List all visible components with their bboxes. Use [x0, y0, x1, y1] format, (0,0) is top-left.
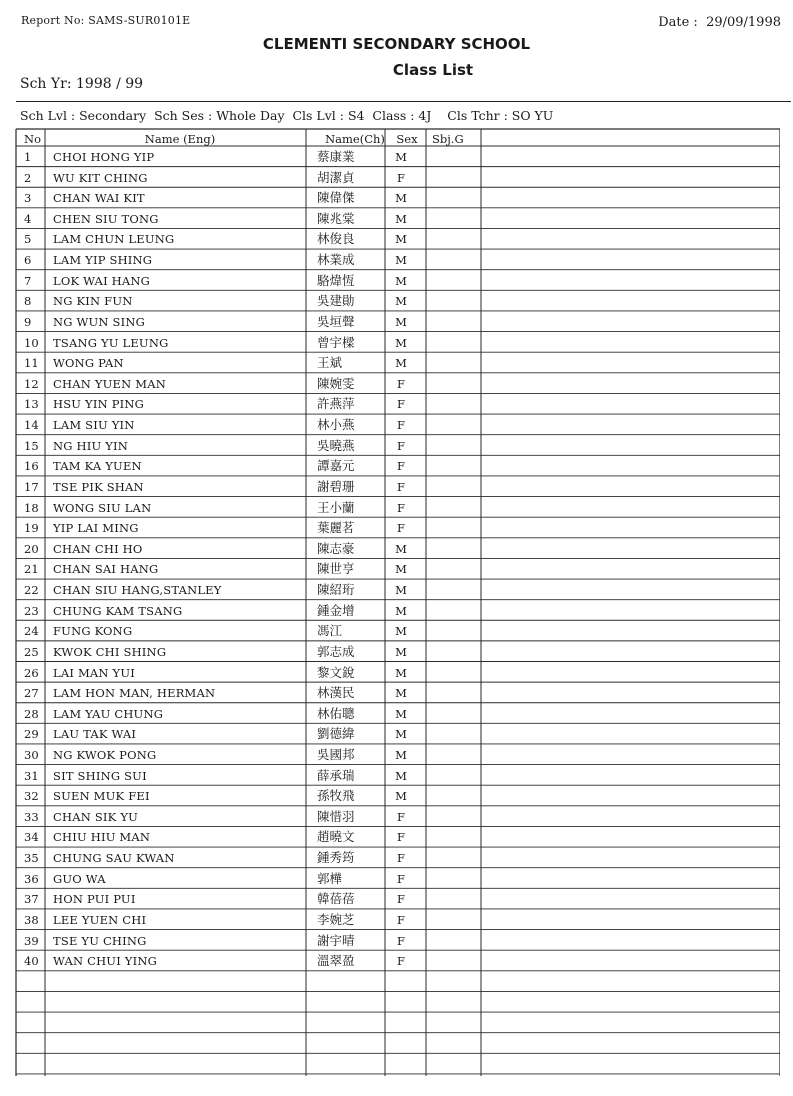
row-number: 31 [24, 768, 39, 783]
student-name-ch: 吳國邦 [317, 746, 355, 762]
student-sex: M [395, 211, 407, 226]
student-name-ch: 葉麗茗 [317, 520, 355, 536]
student-sex: M [395, 789, 407, 804]
student-sex: F [397, 892, 405, 907]
student-name-ch: 吳建勛 [317, 293, 355, 309]
student-sex: M [395, 191, 407, 206]
row-number: 5 [24, 232, 32, 247]
student-name-eng: TAM KA YUEN [53, 459, 142, 474]
student-name-ch: 謝碧珊 [317, 478, 355, 494]
student-name-eng: KWOK CHI SHING [53, 644, 167, 659]
class-list-table [15, 128, 780, 1078]
student-name-eng: CHAN SIU HANG,STANLEY [53, 583, 222, 598]
student-name-eng: NG WUN SING [53, 314, 146, 329]
column-header-name-ch: Name(Ch) [325, 132, 385, 146]
student-name-ch: 林業成 [317, 252, 355, 268]
student-name-eng: WONG SIU LAN [53, 500, 152, 515]
row-number: 9 [24, 314, 32, 329]
student-sex: F [397, 459, 405, 474]
row-number: 35 [24, 851, 39, 866]
report-number: Report No: SAMS-SUR0101E [21, 14, 191, 27]
student-sex: M [395, 294, 407, 309]
student-sex: F [397, 521, 405, 536]
student-sex: F [397, 170, 405, 185]
row-number: 14 [24, 418, 39, 433]
student-name-ch: 趙曉文 [317, 829, 355, 845]
row-number: 24 [24, 624, 39, 639]
column-header-no: No [24, 132, 41, 146]
row-number: 38 [24, 912, 39, 927]
student-sex: M [395, 747, 407, 762]
student-sex: M [395, 314, 407, 329]
student-sex: M [395, 644, 407, 659]
student-sex: M [395, 706, 407, 721]
student-name-eng: TSE PIK SHAN [53, 479, 144, 494]
student-sex: F [397, 851, 405, 866]
student-name-ch: 吳垣聲 [317, 313, 355, 329]
student-name-ch: 陳惜羽 [317, 808, 355, 824]
row-number: 34 [24, 830, 39, 845]
student-sex: M [395, 541, 407, 556]
student-name-ch: 林漢民 [317, 685, 355, 701]
student-name-eng: WAN CHUI YING [53, 954, 157, 969]
student-name-eng: LAM YAU CHUNG [53, 706, 164, 721]
student-name-eng: LEE YUEN CHI [53, 912, 147, 927]
school-year: Sch Yr: 1998 / 99 [20, 76, 144, 92]
student-name-eng: LAM CHUN LEUNG [53, 232, 175, 247]
student-name-eng: NG HIU YIN [53, 438, 129, 453]
row-number: 1 [24, 150, 32, 164]
student-name-ch: 陳志豪 [317, 540, 355, 556]
student-name-ch: 陳世亨 [317, 561, 355, 577]
student-name-ch: 薛承瑞 [317, 767, 355, 783]
student-name-eng: LAM YIP SHING [53, 253, 153, 268]
row-number: 29 [24, 727, 39, 742]
student-name-eng: CHAN WAI KIT [53, 191, 145, 206]
row-number: 19 [24, 521, 39, 536]
row-number: 39 [24, 933, 39, 948]
row-number: 17 [24, 479, 39, 494]
student-name-eng: SIT SHING SUI [53, 768, 147, 783]
student-name-eng: LAU TAK WAI [53, 727, 137, 742]
student-sex: M [395, 583, 407, 598]
student-name-eng: TSE YU CHING [53, 933, 147, 948]
student-name-eng: CHUNG KAM TSANG [53, 603, 183, 618]
student-sex: F [397, 830, 405, 845]
row-number: 33 [24, 809, 39, 824]
student-name-eng: CHAN SIK YU [53, 809, 139, 824]
student-sex: M [395, 768, 407, 783]
row-number: 2 [24, 170, 32, 185]
row-number: 32 [24, 789, 39, 804]
row-number: 4 [24, 211, 32, 226]
student-name-eng: CHAN SAI HANG [53, 562, 159, 577]
row-number: 6 [24, 253, 32, 268]
student-sex: F [397, 376, 405, 391]
student-sex: F [397, 954, 405, 969]
student-sex: F [397, 912, 405, 927]
student-name-ch: 王小蘭 [317, 499, 355, 515]
student-sex: M [395, 253, 407, 268]
student-name-eng: LAM SIU YIN [53, 418, 135, 433]
student-name-ch: 劉德緯 [317, 726, 355, 742]
student-name-ch: 陳紹珩 [317, 582, 355, 598]
student-name-ch: 曾宇樑 [317, 334, 355, 350]
row-number: 13 [24, 397, 39, 412]
student-name-eng: FUNG KONG [53, 624, 133, 639]
row-number: 10 [24, 335, 39, 350]
student-sex: M [395, 356, 407, 371]
row-number: 28 [24, 706, 39, 721]
column-header-name-eng: Name (Eng) [144, 132, 216, 146]
report-date: Date : 29/09/1998 [658, 15, 781, 30]
student-name-eng: LAM HON MAN, HERMAN [53, 686, 216, 701]
row-number: 18 [24, 500, 39, 515]
row-number: 37 [24, 892, 39, 907]
student-name-eng: CHOI HONG YIP [53, 150, 155, 164]
row-number: 25 [24, 644, 39, 659]
student-sex: M [395, 727, 407, 742]
row-number: 23 [24, 603, 39, 618]
student-sex: F [397, 438, 405, 453]
student-sex: M [395, 335, 407, 350]
student-name-ch: 黎文銳 [317, 664, 355, 680]
student-sex: M [395, 273, 407, 288]
student-sex: M [395, 665, 407, 680]
student-name-ch: 陳婉雯 [317, 375, 355, 391]
student-name-ch: 譚嘉元 [317, 458, 355, 474]
student-name-eng: CHUNG SAU KWAN [53, 851, 175, 866]
student-sex: F [397, 479, 405, 494]
student-name-eng: SUEN MUK FEI [53, 789, 150, 804]
row-number: 22 [24, 583, 39, 598]
student-name-eng: CHAN YUEN MAN [53, 376, 166, 391]
student-name-ch: 許燕萍 [317, 396, 355, 412]
student-name-eng: HON PUI PUI [53, 892, 136, 907]
student-name-eng: WU KIT CHING [53, 170, 148, 185]
row-number: 3 [24, 191, 32, 206]
row-number: 26 [24, 665, 39, 680]
student-sex: F [397, 397, 405, 412]
row-number: 40 [24, 954, 39, 969]
report-title: Class List [392, 61, 474, 79]
student-name-ch: 馮江 [317, 623, 343, 639]
student-sex: M [395, 150, 407, 164]
student-name-eng: YIP LAI MING [53, 521, 139, 536]
student-name-eng: LAI MAN YUI [53, 665, 135, 680]
column-header-sbj-g: Sbj.G [432, 132, 464, 146]
student-sex: F [397, 500, 405, 515]
student-name-ch: 李婉芝 [317, 911, 355, 927]
student-name-ch: 胡潔貞 [317, 169, 355, 185]
school-name: CLEMENTI SECONDARY SCHOOL [262, 35, 531, 53]
student-name-eng: WONG PAN [53, 356, 124, 371]
row-number: 12 [24, 376, 39, 391]
student-sex: F [397, 933, 405, 948]
column-header-sex: Sex [396, 132, 418, 146]
student-sex: F [397, 809, 405, 824]
student-name-eng: LOK WAI HANG [53, 273, 151, 288]
student-name-ch: 郭志成 [317, 643, 355, 659]
class-info-line: Sch Lvl : Secondary Sch Ses : Whole Day Cls Lvl : S4 Class : 4J Cls Tchr : SO YU [20, 108, 554, 123]
student-name-ch: 林佑聰 [317, 705, 355, 721]
student-name-ch: 駱煒恆 [317, 272, 355, 288]
student-name-ch: 韓蓓蓓 [317, 891, 355, 907]
row-number: 36 [24, 871, 39, 886]
row-number: 15 [24, 438, 39, 453]
student-sex: M [395, 686, 407, 701]
student-name-eng: TSANG YU LEUNG [53, 335, 169, 350]
student-name-ch: 陳偉傑 [317, 190, 355, 206]
student-name-ch: 林小燕 [317, 417, 355, 433]
student-sex: M [395, 562, 407, 577]
student-name-eng: HSU YIN PING [53, 397, 145, 412]
header-rule [16, 101, 791, 102]
student-name-eng: GUO WA [53, 871, 106, 886]
row-number: 11 [24, 356, 39, 371]
student-name-ch: 鍾金增 [317, 602, 355, 618]
student-name-ch: 郭樺 [317, 870, 343, 886]
student-name-eng: NG KWOK PONG [53, 747, 157, 762]
row-number: 8 [24, 294, 32, 309]
student-sex: M [395, 603, 407, 618]
student-sex: M [395, 232, 407, 247]
student-sex: M [395, 624, 407, 639]
row-number: 7 [24, 273, 32, 288]
student-sex: F [397, 418, 405, 433]
student-name-ch: 林俊良 [317, 231, 355, 247]
student-name-ch: 鍾秀筠 [317, 850, 355, 866]
row-number: 20 [24, 541, 39, 556]
student-sex: F [397, 871, 405, 886]
student-name-eng: NG KIN FUN [53, 294, 133, 309]
student-name-ch: 陳兆棠 [317, 210, 355, 226]
student-name-ch: 孫牧飛 [317, 788, 355, 804]
student-name-eng: CHIU HIU MAN [53, 830, 151, 845]
row-number: 27 [24, 686, 39, 701]
student-name-ch: 蔡康業 [317, 149, 355, 164]
row-number: 16 [24, 459, 39, 474]
student-name-eng: CHEN SIU TONG [53, 211, 159, 226]
row-number: 21 [24, 562, 39, 577]
student-name-ch: 謝宇晴 [317, 932, 355, 948]
row-number: 30 [24, 747, 39, 762]
student-name-eng: CHAN CHI HO [53, 541, 143, 556]
student-name-ch: 溫翠盈 [317, 953, 355, 969]
student-name-ch: 王斌 [317, 355, 343, 371]
student-name-ch: 吳曉燕 [317, 437, 355, 453]
